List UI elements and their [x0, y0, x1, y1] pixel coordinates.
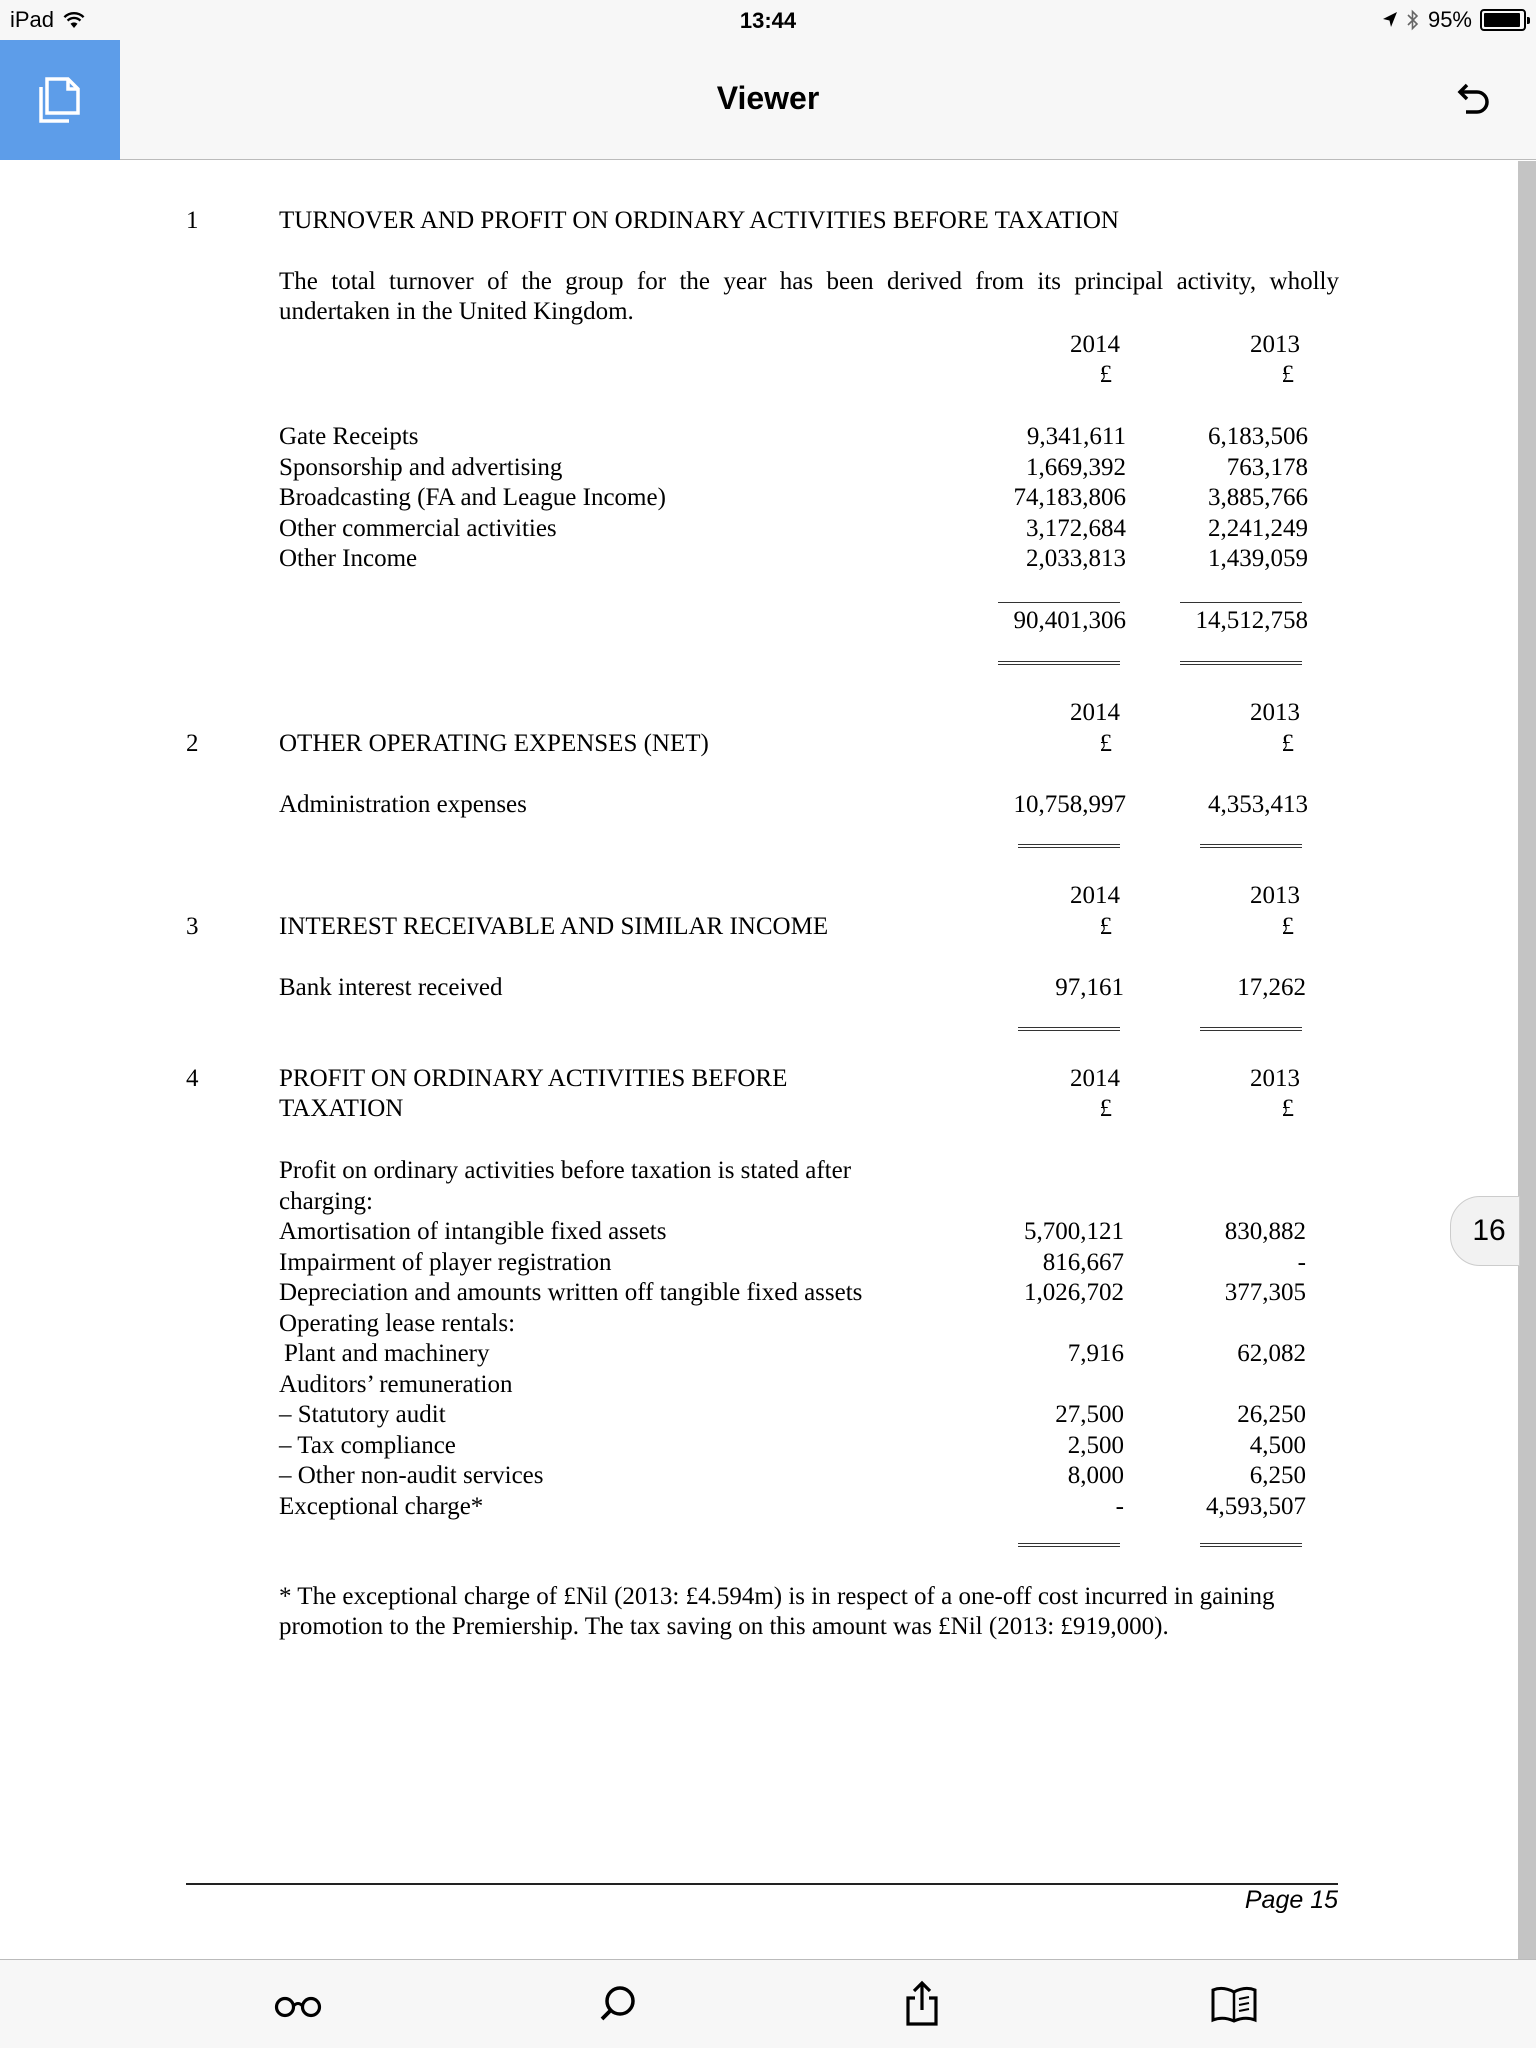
table-cell: - [1297, 1248, 1306, 1276]
s2-row-label: Administration expenses [279, 791, 527, 818]
table-row-label: Auditors’ remuneration [279, 1370, 513, 1398]
table-row-label: – Tax compliance [279, 1431, 456, 1459]
table-cell: 6,183,506 [1208, 423, 1308, 450]
table-cell: 830,882 [1224, 1218, 1306, 1245]
undo-icon [1452, 80, 1492, 120]
s4-values-2014 [960, 1156, 1124, 1522]
footnote-line2: promotion to the Premiership. The tax saving on this amount was £Nil (2013: £919,000). [279, 1613, 1169, 1640]
section-1-intro-line2: undertaken in the United Kingdom. [279, 298, 634, 325]
table-cell: 816,667 [1042, 1248, 1124, 1276]
section-3-number: 3 [186, 913, 199, 940]
page-title: Viewer [716, 80, 820, 116]
s4-values-2013 [1140, 1156, 1306, 1522]
s1-currency-2014: £ [1099, 361, 1112, 388]
bottom-toolbar [0, 1959, 1536, 2048]
table-cell: 2,033,813 [1026, 545, 1126, 572]
share-button[interactable] [892, 1980, 952, 2028]
s2-value-2013: 4,353,413 [1208, 791, 1308, 818]
table-row-label: Sponsorship and advertising [279, 453, 563, 481]
table-cell: 2,500 [1067, 1431, 1124, 1459]
bluetooth-icon [1406, 9, 1420, 31]
section-4-number: 4 [186, 1065, 199, 1092]
table-row-label: Broadcasting (FA and League Income) [279, 484, 666, 511]
s1-total-double-rule-2013 [1180, 661, 1302, 665]
search-button[interactable] [588, 1980, 648, 2028]
s1-total-2013: 14,512,758 [1195, 607, 1308, 634]
table-cell: 62,082 [1237, 1340, 1306, 1367]
s2-currency-2014: £ [1099, 730, 1112, 757]
table-row-label: Other commercial activities [279, 514, 557, 542]
bookmarks-button[interactable] [1204, 1980, 1264, 2028]
s1-subtotal-rule-2014 [998, 602, 1120, 603]
table-cell: 27,500 [1055, 1401, 1124, 1428]
page-footer-label: Page 15 [1244, 1886, 1338, 1914]
reading-mode-button[interactable] [268, 1980, 328, 2028]
table-cell: 377,305 [1224, 1279, 1306, 1306]
table-cell: 8,000 [1067, 1462, 1124, 1489]
scrollbar[interactable] [1518, 161, 1536, 1959]
nav-bar [0, 40, 1536, 160]
table-cell: 7,916 [1067, 1340, 1124, 1367]
s4-double-rule-2014 [1018, 1543, 1120, 1547]
table-row-label: Amortisation of intangible fixed assets [279, 1218, 667, 1245]
s1-total-double-rule-2014 [998, 661, 1120, 665]
table-cell [960, 1370, 1124, 1401]
s3-row-label: Bank interest received [279, 974, 503, 1001]
section-1-intro-line1: The total turnover of the group for the year has been derived from its principal activity, wholly [279, 268, 1339, 295]
table-row-label: Operating lease rentals: [279, 1309, 516, 1337]
battery-percent: 95% [1427, 7, 1472, 32]
page-number-badge: 16 [1450, 1196, 1520, 1266]
s3-currency-2014: £ [1099, 913, 1112, 940]
share-icon [902, 1980, 942, 2028]
s3-double-rule-2013 [1200, 1027, 1302, 1031]
s1-currency-2013: £ [1281, 361, 1294, 388]
section-2-title: OTHER OPERATING EXPENSES (NET) [279, 730, 709, 757]
s3-double-rule-2014 [1018, 1027, 1120, 1031]
table-row-label: Profit on ordinary activities before taxation is stated after [279, 1157, 852, 1184]
table-cell [1140, 1156, 1306, 1187]
section-3-title: INTEREST RECEIVABLE AND SIMILAR INCOME [279, 913, 829, 940]
s1-year-2013: 2013 [1250, 331, 1300, 358]
clock: 13:44 [739, 8, 797, 33]
s2-double-rule-2014 [1018, 844, 1120, 848]
s3-year-2013: 2013 [1250, 882, 1300, 909]
table-cell [1140, 1187, 1306, 1218]
s4-currency-2013: £ [1281, 1095, 1294, 1122]
book-icon [1209, 1984, 1259, 2024]
table-cell [960, 1156, 1124, 1187]
table-cell: 2,241,249 [1208, 514, 1308, 542]
s2-year-2014: 2014 [1070, 699, 1120, 726]
table-cell [960, 1187, 1124, 1218]
battery-icon [1480, 9, 1526, 31]
s2-currency-2013: £ [1281, 730, 1294, 757]
section-4-title-line2: TAXATION [279, 1095, 404, 1122]
table-row-label: – Other non-audit services [279, 1462, 544, 1489]
table-row-label: Other Income [279, 545, 418, 572]
table-cell: 5,700,121 [1024, 1218, 1124, 1245]
document-page[interactable] [0, 161, 1518, 1959]
table-row-label: Depreciation and amounts written off tangible fixed assets [279, 1279, 863, 1306]
location-icon [1382, 11, 1398, 29]
s1-year-2014: 2014 [1070, 331, 1120, 358]
s2-value-2014: 10,758,997 [1013, 791, 1126, 818]
section-4-title-line1: PROFIT ON ORDINARY ACTIVITIES BEFORE [279, 1065, 788, 1092]
table-cell: 1,439,059 [1208, 545, 1308, 572]
table-cell: 3,885,766 [1208, 484, 1308, 511]
table-cell [1140, 1309, 1306, 1340]
section-1-title: TURNOVER AND PROFIT ON ORDINARY ACTIVITIES BEFORE TAXATION [279, 207, 1119, 234]
table-cell: 4,593,507 [1206, 1492, 1306, 1520]
footnote-line1: * The exceptional charge of £Nil (2013: £4.594m) is in respect of a one-off cost incurred in gaining [279, 1583, 1275, 1610]
table-row-label: Plant and machinery [284, 1340, 490, 1367]
table-cell: - [1115, 1492, 1124, 1520]
table-cell: 6,250 [1249, 1462, 1306, 1489]
s4-year-2014: 2014 [1070, 1065, 1120, 1092]
table-row-label: – Statutory audit [279, 1401, 446, 1428]
device-name: iPad [10, 7, 55, 32]
footer-rule [186, 1883, 1338, 1885]
s3-value-2014: 97,161 [1055, 974, 1124, 1001]
s4-currency-2014: £ [1099, 1095, 1112, 1122]
table-cell: 4,500 [1249, 1431, 1306, 1459]
table-cell: 74,183,806 [1013, 484, 1126, 511]
table-cell: 1,026,702 [1024, 1279, 1124, 1306]
undo-button[interactable] [1448, 76, 1496, 124]
s3-value-2013: 17,262 [1237, 974, 1306, 1001]
table-row-label: charging: [279, 1187, 373, 1215]
table-cell: 26,250 [1237, 1401, 1306, 1428]
table-cell: 763,178 [1226, 453, 1308, 481]
s1-values-2013 [1140, 422, 1308, 575]
s2-double-rule-2013 [1200, 844, 1302, 848]
s4-year-2013: 2013 [1250, 1065, 1300, 1092]
s2-year-2013: 2013 [1250, 699, 1300, 726]
table-cell: 3,172,684 [1026, 514, 1126, 542]
table-cell [1140, 1370, 1306, 1401]
s1-subtotal-rule-2013 [1180, 602, 1302, 603]
table-row-label: Exceptional charge* [279, 1492, 484, 1520]
table-row-label: Gate Receipts [279, 423, 419, 450]
s4-double-rule-2013 [1200, 1543, 1302, 1547]
table-row-label: Impairment of player registration [279, 1248, 612, 1276]
section-1-number: 1 [186, 207, 199, 234]
table-cell: 9,341,611 [1026, 423, 1126, 450]
table-cell [960, 1309, 1124, 1340]
s1-values-2014 [960, 422, 1126, 575]
s3-year-2014: 2014 [1070, 882, 1120, 909]
glasses-icon [270, 1989, 326, 2019]
s1-labels [279, 422, 666, 575]
s4-labels [279, 1156, 862, 1522]
search-icon [596, 1982, 640, 2026]
table-cell: 1,669,392 [1026, 453, 1126, 481]
section-2-number: 2 [186, 730, 199, 757]
s3-currency-2013: £ [1281, 913, 1294, 940]
status-bar [0, 0, 1536, 40]
s1-total-2014: 90,401,306 [1013, 607, 1126, 634]
